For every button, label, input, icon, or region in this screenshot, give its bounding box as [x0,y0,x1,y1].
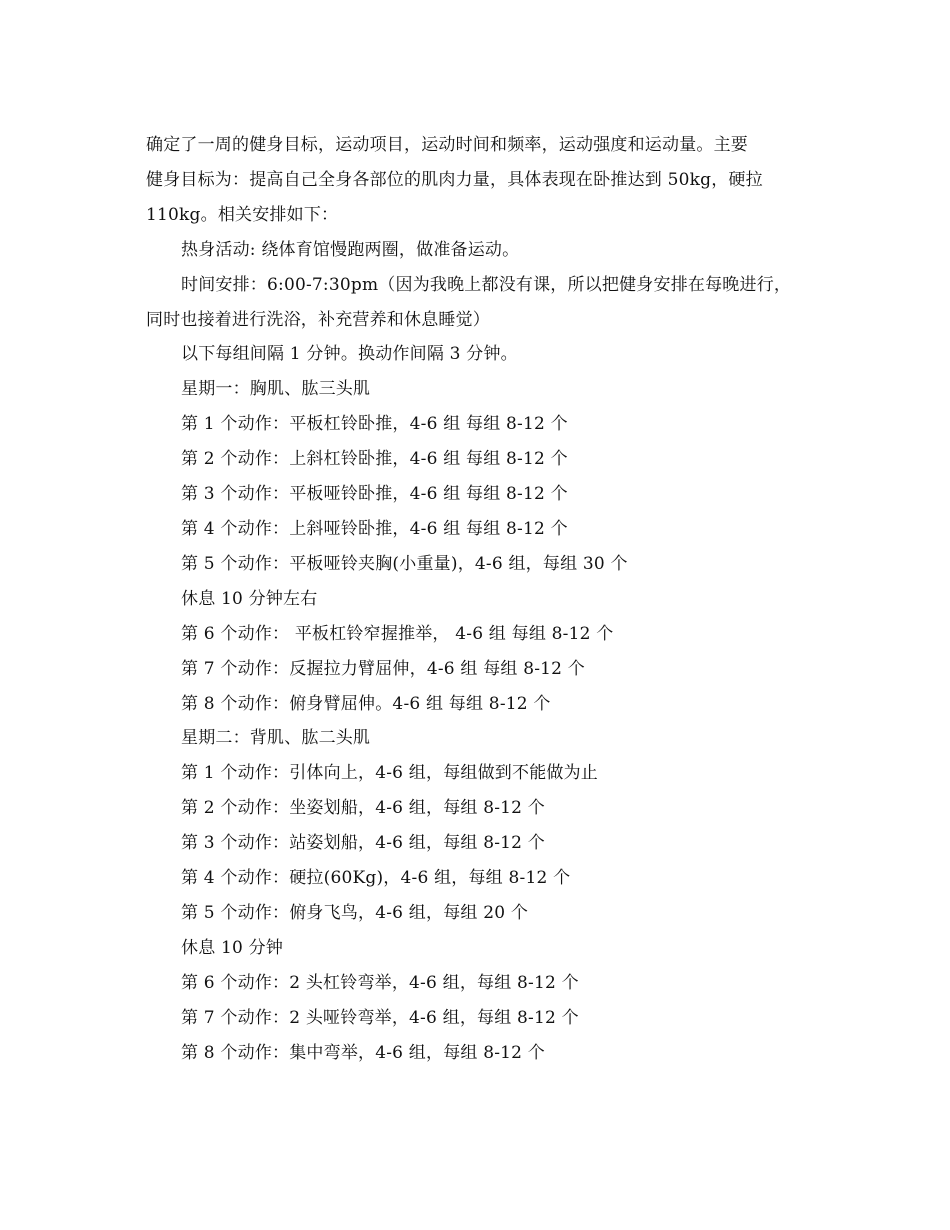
day2-item-5: 第 5 个动作：俯身飞鸟，4-6 组，每组 20 个 [181,902,529,923]
day2-item-6: 第 6 个动作：2 头杠铃弯举，4-6 组，每组 8-12 个 [181,972,579,993]
intro-line-2: 健身目标为：提高自己全身各部位的肌肉力量，具体表现在卧推达到 50kg，硬拉 [146,169,763,190]
day1-item-2: 第 2 个动作：上斜杠铃卧推，4-6 组 每组 8-12 个 [181,449,568,470]
day1-title: 星期一：胸肌、肱三头肌 [181,379,371,400]
day1-item-4: 第 4 个动作：上斜哑铃卧推，4-6 组 每组 8-12 个 [181,518,568,539]
day2-item-4: 第 4 个动作：硬拉(60Kg)，4-6 组，每组 8-12 个 [181,868,571,889]
day2-item-2: 第 2 个动作：坐姿划船，4-6 组，每组 8-12 个 [181,798,546,819]
day1-item-5: 第 5 个动作：平板哑铃夹胸(小重量)，4-6 组，每组 30 个 [181,553,628,574]
day2-item-3: 第 3 个动作：站姿划船，4-6 组，每组 8-12 个 [181,833,546,854]
schedule-line-1: 时间安排：6:00-7:30pm（因为我晚上都没有课，所以把健身安排在每晚进行， [181,274,792,295]
day1-item-7: 第 7 个动作：反握拉力臂屈伸，4-6 组 每组 8-12 个 [181,658,586,679]
warmup-line: 热身活动: 绕体育馆慢跑两圈，做准备运动。 [181,239,520,260]
day2-item-1: 第 1 个动作：引体向上，4-6 组，每组做到不能做为止 [181,763,599,784]
day1-item-8: 第 8 个动作：俯身臂屈伸。4-6 组 每组 8-12 个 [181,693,551,714]
document-body [146,128,806,1070]
day2-item-7: 第 7 个动作：2 头哑铃弯举，4-6 组，每组 8-12 个 [181,1007,579,1028]
day1-item-6: 第 6 个动作： 平板杠铃窄握推举， 4-6 组 每组 8-12 个 [181,623,614,644]
rest-rule-line: 以下每组间隔 1 分钟。换动作间隔 3 分钟。 [181,344,518,365]
day2-item-8: 第 8 个动作：集中弯举，4-6 组，每组 8-12 个 [181,1042,546,1063]
day1-item-3: 第 3 个动作：平板哑铃卧推，4-6 组 每组 8-12 个 [181,484,568,505]
day2-title: 星期二：背肌、肱二头肌 [181,728,371,749]
intro-line-1: 确定了一周的健身目标，运动项目，运动时间和频率，运动强度和运动量。主要 [146,135,748,155]
day1-break-line: 休息 10 分钟左右 [181,588,318,609]
day1-item-1: 第 1 个动作：平板杠铃卧推，4-6 组 每组 8-12 个 [181,414,568,435]
day2-break-line: 休息 10 分钟 [181,937,284,958]
schedule-line-2: 同时也接着进行洗浴，补充营养和休息睡觉） [146,309,490,330]
intro-line-3: 110kg。相关安排如下： [146,204,339,225]
